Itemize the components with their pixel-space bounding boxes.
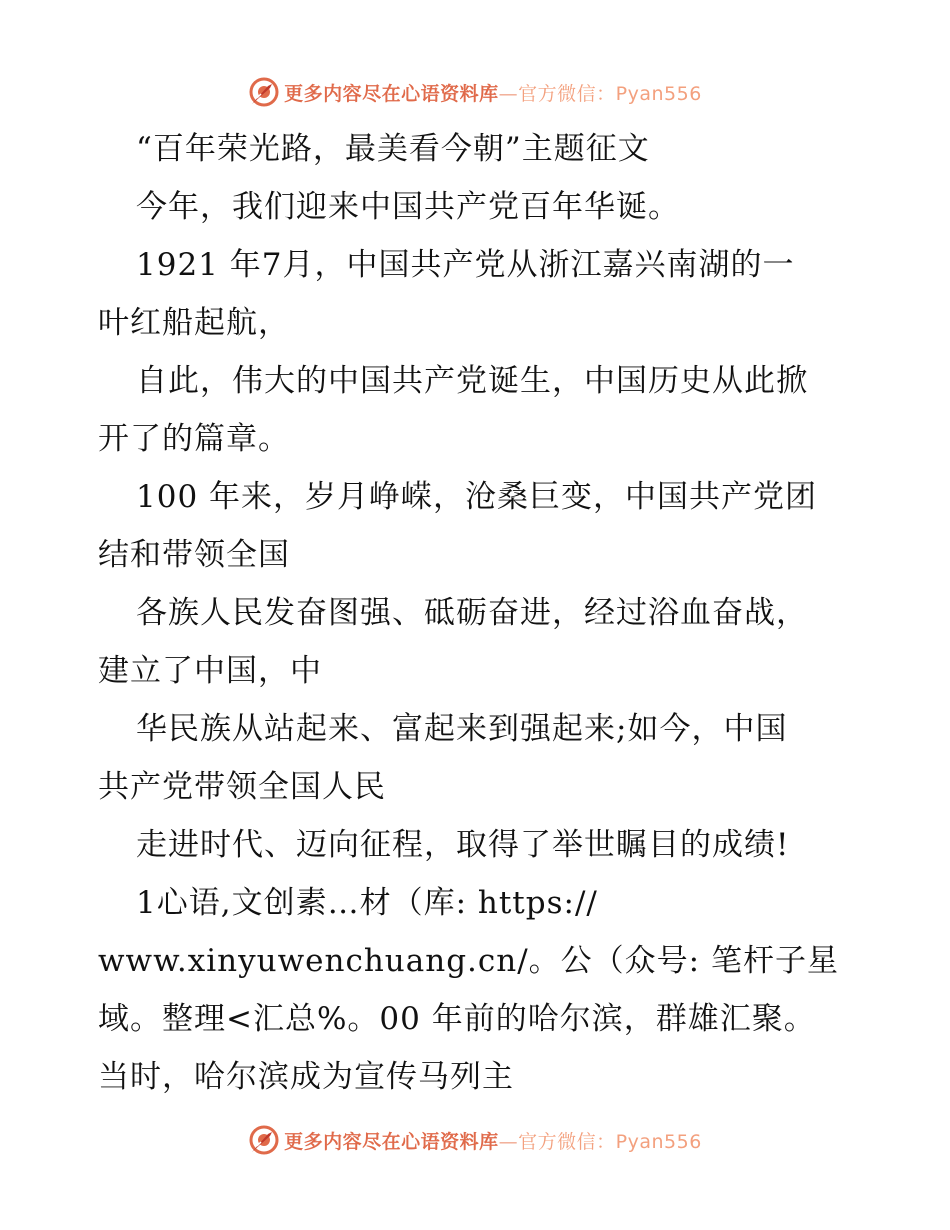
footer-wechat: 官方微信：Pyan556 <box>518 1130 702 1153</box>
paragraph-line: 共产党带领全国人民 <box>98 769 386 805</box>
paragraph-line: 开了的篇章。 <box>98 421 290 457</box>
header-wechat: 官方微信：Pyan556 <box>518 82 702 105</box>
quill-seal-icon <box>248 1124 280 1156</box>
paragraph-line: 华民族从站起来、富起来到强起来;如今，中国 <box>136 711 788 747</box>
paragraph-line: 1心语,文创素…材（库: https:// <box>136 885 598 921</box>
header-banner[interactable] <box>0 72 950 112</box>
document-title: “百年荣光路，最美看今朝”主题征文 <box>136 131 650 167</box>
footer-separator: — <box>498 1130 519 1153</box>
paragraph-line: 各族人民发奋图强、砥砺奋进，经过浴血奋战， <box>136 595 808 631</box>
paragraph-line: 叶红船起航， <box>98 305 290 341</box>
footer-brand-text: 更多内容尽在心语资料库 <box>284 1130 499 1153</box>
paragraph-line: www.xinyuwenchuang.cn/。公（众号: 笔杆子星 <box>98 943 839 979</box>
paragraph-line: 走进时代、迈向征程，取得了举世瞩目的成绩! <box>136 827 790 863</box>
paragraph-line: 100 年来，岁月峥嵘，沧桑巨变，中国共产党团 <box>136 479 818 515</box>
header-brand <box>284 79 702 106</box>
paragraph-line: 1921 年7月，中国共产党从浙江嘉兴南湖的一 <box>136 247 795 283</box>
header-separator: — <box>498 82 519 105</box>
paragraph-line: 今年，我们迎来中国共产党百年华诞。 <box>136 189 680 225</box>
footer-banner[interactable] <box>0 1120 950 1160</box>
paragraph-line: 自此，伟大的中国共产党诞生，中国历史从此掀 <box>136 363 808 399</box>
paragraph-line: 结和带领全国 <box>98 537 290 573</box>
paragraph-line: 建立了中国，中 <box>98 653 322 689</box>
footer-brand <box>284 1127 702 1154</box>
paragraph-line: 域。整理<汇总%。00 年前的哈尔滨，群雄汇聚。 <box>98 1001 816 1037</box>
document-body <box>98 120 858 1106</box>
header-brand-text: 更多内容尽在心语资料库 <box>284 82 499 105</box>
quill-seal-icon <box>248 76 280 108</box>
paragraph-line: 当时，哈尔滨成为宣传马列主 <box>98 1059 514 1095</box>
